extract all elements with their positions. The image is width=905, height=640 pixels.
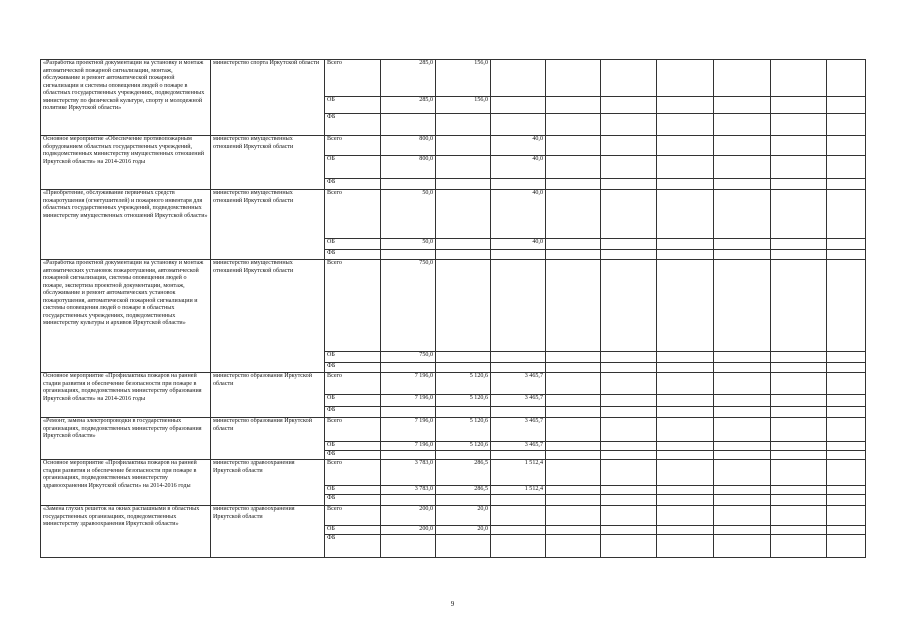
amount-cell xyxy=(436,239,491,250)
empty-cell xyxy=(546,250,601,260)
empty-cell xyxy=(714,97,771,114)
empty-cell xyxy=(714,395,771,407)
empty-cell xyxy=(657,535,714,558)
empty-cell xyxy=(657,260,714,352)
amount-cell: 3 783,0 xyxy=(381,460,436,486)
empty-cell xyxy=(601,418,657,442)
amount-cell xyxy=(436,451,491,460)
empty-cell xyxy=(601,352,657,363)
table-row xyxy=(41,506,866,526)
funding-source: ФБ xyxy=(325,451,381,460)
activity-description: «Ремонт, замена электропроводки в государственных организациях, подведомственных министерству образования Иркутской области» xyxy=(41,418,211,460)
amount-cell xyxy=(436,114,491,136)
empty-cell xyxy=(827,97,866,114)
amount-cell xyxy=(491,506,546,526)
amount-cell xyxy=(381,535,436,558)
empty-cell xyxy=(714,179,771,190)
funding-source: ОБ xyxy=(325,239,381,250)
empty-cell xyxy=(714,114,771,136)
table-row xyxy=(41,190,866,239)
funding-source: Всего xyxy=(325,136,381,156)
funding-source: Всего xyxy=(325,190,381,239)
amount-cell: 7 196,0 xyxy=(381,418,436,442)
amount-cell xyxy=(436,407,491,418)
empty-cell xyxy=(827,460,866,486)
amount-cell: 156,0 xyxy=(436,97,491,114)
amount-cell xyxy=(436,352,491,363)
activity-description: Основное мероприятие «Обеспечение противопожарным оборудованием областных государственных учреждений, подведомственных министерству имущественных отношений Иркутской области» на 2014-2016 годы xyxy=(41,136,211,190)
empty-cell xyxy=(827,250,866,260)
funding-source: ОБ xyxy=(325,97,381,114)
empty-cell xyxy=(827,442,866,451)
empty-cell xyxy=(546,373,601,395)
funding-source: Всего xyxy=(325,418,381,442)
empty-cell xyxy=(546,460,601,486)
amount-cell: 50,0 xyxy=(381,190,436,239)
funding-source: ОБ xyxy=(325,442,381,451)
empty-cell xyxy=(601,373,657,395)
empty-cell xyxy=(771,260,827,352)
amount-cell: 7 196,0 xyxy=(381,442,436,451)
empty-cell xyxy=(657,486,714,495)
amount-cell xyxy=(436,190,491,239)
responsible-executor: министерство спорта Иркутской области xyxy=(211,60,325,136)
funding-source: ОБ xyxy=(325,526,381,535)
empty-cell xyxy=(601,156,657,179)
activity-description: «Приобретение, обслуживание первичных средств пожаротушения (огнетушителей) и пожарного инвентаря для областных государственных учреждений, подведомственных министерству имущественных отношений Иркутской области» xyxy=(41,190,211,260)
funding-source: ФБ xyxy=(325,179,381,190)
empty-cell xyxy=(546,407,601,418)
amount-cell xyxy=(436,535,491,558)
amount-cell: 285,0 xyxy=(381,60,436,97)
empty-cell xyxy=(771,373,827,395)
amount-cell xyxy=(491,250,546,260)
amount-cell xyxy=(491,451,546,460)
empty-cell xyxy=(827,156,866,179)
empty-cell xyxy=(657,352,714,363)
empty-cell xyxy=(714,418,771,442)
funding-source: ФБ xyxy=(325,114,381,136)
amount-cell: 5 120,6 xyxy=(436,442,491,451)
empty-cell xyxy=(771,506,827,526)
amount-cell xyxy=(491,260,546,352)
activity-description: «Разработка проектной документации на установку и монтаж автоматической пожарной сигнализации, монтаж, обслуживание и ремонт автоматической пожарной сигнализации и системы оповещения людей о пожаре в областных государственных учреждениях, подведомственных министерству по физической культуре, спорту и молодежной политике Иркутской области» xyxy=(41,60,211,136)
empty-cell xyxy=(657,460,714,486)
funding-source: ФБ xyxy=(325,535,381,558)
amount-cell xyxy=(436,495,491,506)
amount-cell: 5 120,6 xyxy=(436,373,491,395)
empty-cell xyxy=(714,136,771,156)
amount-cell xyxy=(381,114,436,136)
table-row xyxy=(41,373,866,395)
amount-cell xyxy=(491,526,546,535)
empty-cell xyxy=(657,526,714,535)
empty-cell xyxy=(827,535,866,558)
funding-source: Всего xyxy=(325,373,381,395)
empty-cell xyxy=(546,395,601,407)
activity-description: Основное мероприятие «Профилактика пожаров на ранней стадии развития и обеспечение безопасности при пожаре в организациях, подведомственных министерству здравоохранения Иркутской области» на 2014-2016 годы xyxy=(41,460,211,506)
empty-cell xyxy=(714,535,771,558)
amount-cell xyxy=(491,179,546,190)
activity-description: «Разработка проектной документации на установку и монтаж автоматических установок пожаротушения, автоматической пожарной сигнализации, системы оповещения людей о пожаре, экспертиза проектной документации, монтаж, обслуживание и ремонт автоматических установок пожаротушения, автоматической пожарной сигнализации и системы оповещения людей о пожаре в областных государственных учреждениях, подведомственных министерству культуры и архивов Иркутской области» xyxy=(41,260,211,373)
amount-cell xyxy=(491,114,546,136)
funding-source: ФБ xyxy=(325,250,381,260)
amount-cell xyxy=(436,136,491,156)
empty-cell xyxy=(601,407,657,418)
empty-cell xyxy=(771,460,827,486)
amount-cell xyxy=(436,363,491,373)
empty-cell xyxy=(827,260,866,352)
empty-cell xyxy=(771,442,827,451)
empty-cell xyxy=(657,97,714,114)
empty-cell xyxy=(771,156,827,179)
empty-cell xyxy=(827,190,866,239)
empty-cell xyxy=(771,418,827,442)
empty-cell xyxy=(546,442,601,451)
empty-cell xyxy=(771,451,827,460)
empty-cell xyxy=(827,239,866,250)
budget-table xyxy=(40,59,866,558)
empty-cell xyxy=(657,156,714,179)
amount-cell: 7 196,0 xyxy=(381,395,436,407)
table-row xyxy=(41,460,866,486)
amount-cell: 5 120,6 xyxy=(436,418,491,442)
empty-cell xyxy=(601,460,657,486)
empty-cell xyxy=(827,363,866,373)
empty-cell xyxy=(771,114,827,136)
empty-cell xyxy=(546,179,601,190)
table-row xyxy=(41,260,866,352)
empty-cell xyxy=(771,363,827,373)
empty-cell xyxy=(657,363,714,373)
empty-cell xyxy=(771,395,827,407)
empty-cell xyxy=(771,407,827,418)
amount-cell: 40,0 xyxy=(491,190,546,239)
empty-cell xyxy=(657,114,714,136)
funding-source: Всего xyxy=(325,506,381,526)
amount-cell: 3 465,7 xyxy=(491,418,546,442)
empty-cell xyxy=(601,506,657,526)
empty-cell xyxy=(546,506,601,526)
funding-source: Всего xyxy=(325,260,381,352)
amount-cell xyxy=(491,535,546,558)
empty-cell xyxy=(771,190,827,239)
empty-cell xyxy=(827,60,866,97)
amount-cell: 1 512,4 xyxy=(491,486,546,495)
empty-cell xyxy=(714,156,771,179)
amount-cell xyxy=(381,451,436,460)
amount-cell: 750,0 xyxy=(381,352,436,363)
funding-source: ФБ xyxy=(325,363,381,373)
funding-source: ОБ xyxy=(325,486,381,495)
empty-cell xyxy=(714,239,771,250)
empty-cell xyxy=(827,136,866,156)
empty-cell xyxy=(714,442,771,451)
empty-cell xyxy=(546,486,601,495)
empty-cell xyxy=(657,60,714,97)
empty-cell xyxy=(601,260,657,352)
empty-cell xyxy=(827,451,866,460)
empty-cell xyxy=(714,373,771,395)
empty-cell xyxy=(714,60,771,97)
empty-cell xyxy=(546,60,601,97)
activity-description: «Замена глухих решеток на окнах распашными в областных государственных организациях, подведомственных министерству здравоохранения Иркутской области» xyxy=(41,506,211,558)
empty-cell xyxy=(657,451,714,460)
table-row xyxy=(41,60,866,97)
amount-cell: 50,0 xyxy=(381,239,436,250)
empty-cell xyxy=(714,407,771,418)
amount-cell xyxy=(491,352,546,363)
empty-cell xyxy=(771,179,827,190)
amount-cell xyxy=(491,407,546,418)
empty-cell xyxy=(714,250,771,260)
empty-cell xyxy=(827,352,866,363)
empty-cell xyxy=(601,114,657,136)
empty-cell xyxy=(657,506,714,526)
empty-cell xyxy=(601,97,657,114)
empty-cell xyxy=(601,250,657,260)
empty-cell xyxy=(546,535,601,558)
amount-cell: 3 465,7 xyxy=(491,395,546,407)
empty-cell xyxy=(657,136,714,156)
empty-cell xyxy=(827,495,866,506)
amount-cell xyxy=(381,363,436,373)
amount-cell xyxy=(436,250,491,260)
empty-cell xyxy=(601,179,657,190)
empty-cell xyxy=(771,97,827,114)
empty-cell xyxy=(714,495,771,506)
empty-cell xyxy=(714,486,771,495)
empty-cell xyxy=(657,239,714,250)
empty-cell xyxy=(601,495,657,506)
responsible-executor: министерство имущественных отношений Иркутской области xyxy=(211,190,325,260)
responsible-executor: министерство здравоохранения Иркутской области xyxy=(211,506,325,558)
funding-source: Всего xyxy=(325,60,381,97)
amount-cell: 286,5 xyxy=(436,460,491,486)
empty-cell xyxy=(601,486,657,495)
amount-cell: 20,0 xyxy=(436,526,491,535)
empty-cell xyxy=(827,407,866,418)
empty-cell xyxy=(714,451,771,460)
empty-cell xyxy=(657,395,714,407)
empty-cell xyxy=(657,407,714,418)
amount-cell: 3 465,7 xyxy=(491,442,546,451)
empty-cell xyxy=(714,260,771,352)
empty-cell xyxy=(771,526,827,535)
amount-cell: 200,0 xyxy=(381,526,436,535)
empty-cell xyxy=(827,486,866,495)
empty-cell xyxy=(771,352,827,363)
empty-cell xyxy=(601,190,657,239)
empty-cell xyxy=(601,526,657,535)
amount-cell: 7 196,0 xyxy=(381,373,436,395)
amount-cell: 3 465,7 xyxy=(491,373,546,395)
empty-cell xyxy=(657,179,714,190)
empty-cell xyxy=(827,395,866,407)
activity-description: Основное мероприятие «Профилактика пожаров на ранней стадии развития и обеспечение безопасности при пожаре в организациях, подведомственных министерству образования Иркутской области» на 2014-2016 годы xyxy=(41,373,211,418)
empty-cell xyxy=(827,373,866,395)
empty-cell xyxy=(771,535,827,558)
empty-cell xyxy=(771,136,827,156)
responsible-executor: министерство здравоохранения Иркутской области xyxy=(211,460,325,506)
empty-cell xyxy=(827,179,866,190)
table-row xyxy=(41,136,866,156)
empty-cell xyxy=(714,506,771,526)
empty-cell xyxy=(771,250,827,260)
funding-source: Всего xyxy=(325,460,381,486)
empty-cell xyxy=(546,239,601,250)
empty-cell xyxy=(546,260,601,352)
amount-cell: 20,0 xyxy=(436,506,491,526)
amount-cell xyxy=(436,260,491,352)
empty-cell xyxy=(601,535,657,558)
empty-cell xyxy=(546,418,601,442)
empty-cell xyxy=(714,352,771,363)
empty-cell xyxy=(546,190,601,239)
amount-cell: 156,0 xyxy=(436,60,491,97)
empty-cell xyxy=(714,526,771,535)
empty-cell xyxy=(601,451,657,460)
amount-cell: 800,0 xyxy=(381,136,436,156)
amount-cell: 285,0 xyxy=(381,97,436,114)
empty-cell xyxy=(546,526,601,535)
empty-cell xyxy=(601,136,657,156)
empty-cell xyxy=(657,418,714,442)
responsible-executor: министерство имущественных отношений Иркутской области xyxy=(211,136,325,190)
empty-cell xyxy=(657,373,714,395)
amount-cell xyxy=(381,495,436,506)
empty-cell xyxy=(546,495,601,506)
empty-cell xyxy=(827,114,866,136)
empty-cell xyxy=(546,363,601,373)
funding-source: ОБ xyxy=(325,395,381,407)
empty-cell xyxy=(657,495,714,506)
empty-cell xyxy=(546,156,601,179)
amount-cell: 286,5 xyxy=(436,486,491,495)
amount-cell xyxy=(436,156,491,179)
amount-cell: 40,0 xyxy=(491,136,546,156)
empty-cell xyxy=(657,190,714,239)
amount-cell: 200,0 xyxy=(381,506,436,526)
amount-cell xyxy=(381,250,436,260)
amount-cell xyxy=(381,179,436,190)
responsible-executor: министерство образования Иркутской области xyxy=(211,373,325,418)
document-page xyxy=(40,59,865,558)
amount-cell xyxy=(381,407,436,418)
funding-source: ОБ xyxy=(325,156,381,179)
empty-cell xyxy=(827,506,866,526)
empty-cell xyxy=(601,239,657,250)
empty-cell xyxy=(601,363,657,373)
amount-cell: 800,0 xyxy=(381,156,436,179)
empty-cell xyxy=(714,460,771,486)
table-body xyxy=(41,60,866,558)
empty-cell xyxy=(546,97,601,114)
amount-cell xyxy=(491,60,546,97)
amount-cell xyxy=(491,495,546,506)
funding-source: ФБ xyxy=(325,495,381,506)
empty-cell xyxy=(714,363,771,373)
empty-cell xyxy=(546,114,601,136)
responsible-executor: министерство образования Иркутской области xyxy=(211,418,325,460)
page-number: 9 xyxy=(450,600,455,608)
empty-cell xyxy=(546,352,601,363)
empty-cell xyxy=(771,60,827,97)
funding-source: ФБ xyxy=(325,407,381,418)
empty-cell xyxy=(827,526,866,535)
empty-cell xyxy=(771,486,827,495)
amount-cell: 3 783,0 xyxy=(381,486,436,495)
empty-cell xyxy=(657,250,714,260)
amount-cell: 40,0 xyxy=(491,239,546,250)
empty-cell xyxy=(771,495,827,506)
empty-cell xyxy=(657,442,714,451)
responsible-executor: министерство имущественных отношений Иркутской области xyxy=(211,260,325,373)
empty-cell xyxy=(601,395,657,407)
empty-cell xyxy=(771,239,827,250)
empty-cell xyxy=(546,136,601,156)
amount-cell xyxy=(436,179,491,190)
amount-cell: 5 120,6 xyxy=(436,395,491,407)
table-row xyxy=(41,418,866,442)
amount-cell xyxy=(491,363,546,373)
empty-cell xyxy=(601,442,657,451)
funding-source: ОБ xyxy=(325,352,381,363)
amount-cell: 750,0 xyxy=(381,260,436,352)
empty-cell xyxy=(546,451,601,460)
amount-cell: 40,0 xyxy=(491,156,546,179)
empty-cell xyxy=(714,190,771,239)
empty-cell xyxy=(601,60,657,97)
amount-cell: 1 512,4 xyxy=(491,460,546,486)
amount-cell xyxy=(491,97,546,114)
empty-cell xyxy=(827,418,866,442)
